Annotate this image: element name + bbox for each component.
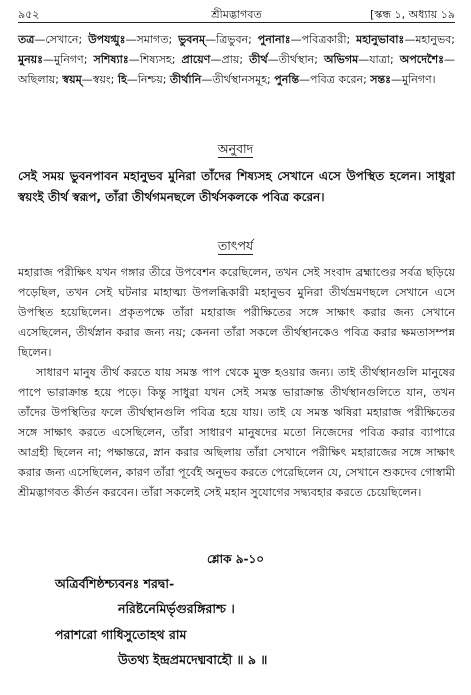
verse-line: অত্রির্বশিষ্ঠশ্চ্যবনঃ শরদ্বা- <box>55 576 175 591</box>
verse-line: পরাশরো গাধিসুতোহথ রাম <box>55 627 187 642</box>
purport-paragraph: মহারাজ পরীক্ষিৎ যখন গঙ্গার তীরে উপবেশন করেছিলেন, তখন সেই সংবাদ ব্রহ্মাণ্ডের সর্বত্র ছড়িয়ে পড়েছিল, তখন সেই ঘটনার মাহাত্ম্য উপলব্ধিকারী মহানুভব মুনিরা তীর্থভ্রমণছলে সেখানে এসে উপস্থিত হয়েছিলেন। প্রকৃতপক্ষে তাঁরা মহারাজ পরীক্ষিতের সঙ্গে সাক্ষাৎ করার জন্য সেখানে এসেছিলেন, তীর্থস্নান করার জন্য নয়; কেননা তাঁরা সকলে তীর্থস্থানকেও পবিত্র করার ক্ষমতাসম্পন্ন ছিলেন। <box>18 266 455 359</box>
purport-heading: তাৎপর্য <box>217 238 254 253</box>
header-rule <box>18 22 455 23</box>
running-title: শ্রীমদ্ভাগবত <box>211 8 262 21</box>
verse-line: নরিষ্টনেমির্ভৃগুরঙ্গিরাশ্চ । <box>118 601 235 616</box>
purport-text <box>18 263 455 503</box>
verse-line: উতথ্য ইন্দ্রপ্রমদেধ্মবাহৌ ॥ ৯ ॥ <box>118 652 268 667</box>
verse-heading: শ্লোক ৯-১০ <box>206 552 265 566</box>
word-for-word-gloss: তত্র—সেখানে; উপযগ্মুঃ—সমাগত; ভুবনম্—ত্রিভুবন; পুনানাঃ—পবিত্রকারী; মহানুভাবাঃ—মহানুভব; মুনয়ঃ—মুনিগণ; সশিষ্যাঃ—শিষ্যসহ; প্রায়েণ—প্রায়; তীর্থ—তীর্থস্থান; অভিগম—যাত্রা; অপদেশৈঃ—অছিলায়; স্বয়ম্—স্বয়ং; হি—নিশ্চয়; তীর্থানি—তীর্থস্থানসমূহ; পুনন্তি—পবিত্র করেন; সন্তঃ—মুনিগণ। <box>18 33 455 86</box>
purport-paragraph: সাধারণ মানুষ তীর্থ করতে যায় সমস্ত পাপ থেকে মুক্ত হওয়ার জন্য। তাই তীর্থস্থানগুলি মানুষের পাপে ভারাক্রান্ত হয়ে পড়ে। কিন্তু সাধুরা যখন সেই সমস্ত ভারাক্রান্ত তীর্থস্থানগুলিতে যান, তখন তাঁদের উপস্থিতির ফলে তীর্থস্থানগুলি পবিত্র হয়ে যায়। তাই যে সমস্ত ঋষিরা মহারাজ পরীক্ষিতের সঙ্গে সাক্ষাৎ করতে এসেছিলেন, তাঁরা সাধারণ মানুষদের মতো নিজেদের পবিত্র করার ব্যাপারে আগ্রহী ছিলেন না; পক্ষান্তরে, স্নান করার অছিলায় তাঁরা সেখানে পরীক্ষিৎ মহারাজের সঙ্গে সাক্ষাৎ করার জন্য এসেছিলেন, কারণ তাঁরা পূর্বেই অনুভব করতে পেরেছিলেন যে, সেখানে শুকদেব গোস্বামী শ্রীমদ্ভাগবত কীর্তন করবেন। তাঁরা সকলেই সেই মহান সুযোগের সদ্ব্যবহার করতে চেয়েছিলেন। <box>18 366 455 499</box>
page-number: ৯৫২ <box>18 8 40 21</box>
translation-text: সেই সময় ভুবনপাবন মহানুভব মুনিরা তাঁদের শিষ্যসহ সেখানে এসে উপস্থিত হলেন। সাধুরা স্বয়ংই তীর্থ স্বরূপ, তাঁরা তীর্থগমনছলে তীর্থসকলকে পবিত্র করেন। <box>18 169 455 204</box>
chapter-location: [স্কন্ধ ১, অধ্যায় ১৯ <box>370 8 455 21</box>
page-header <box>18 4 455 22</box>
translation-heading: অনুবাদ <box>217 141 254 156</box>
